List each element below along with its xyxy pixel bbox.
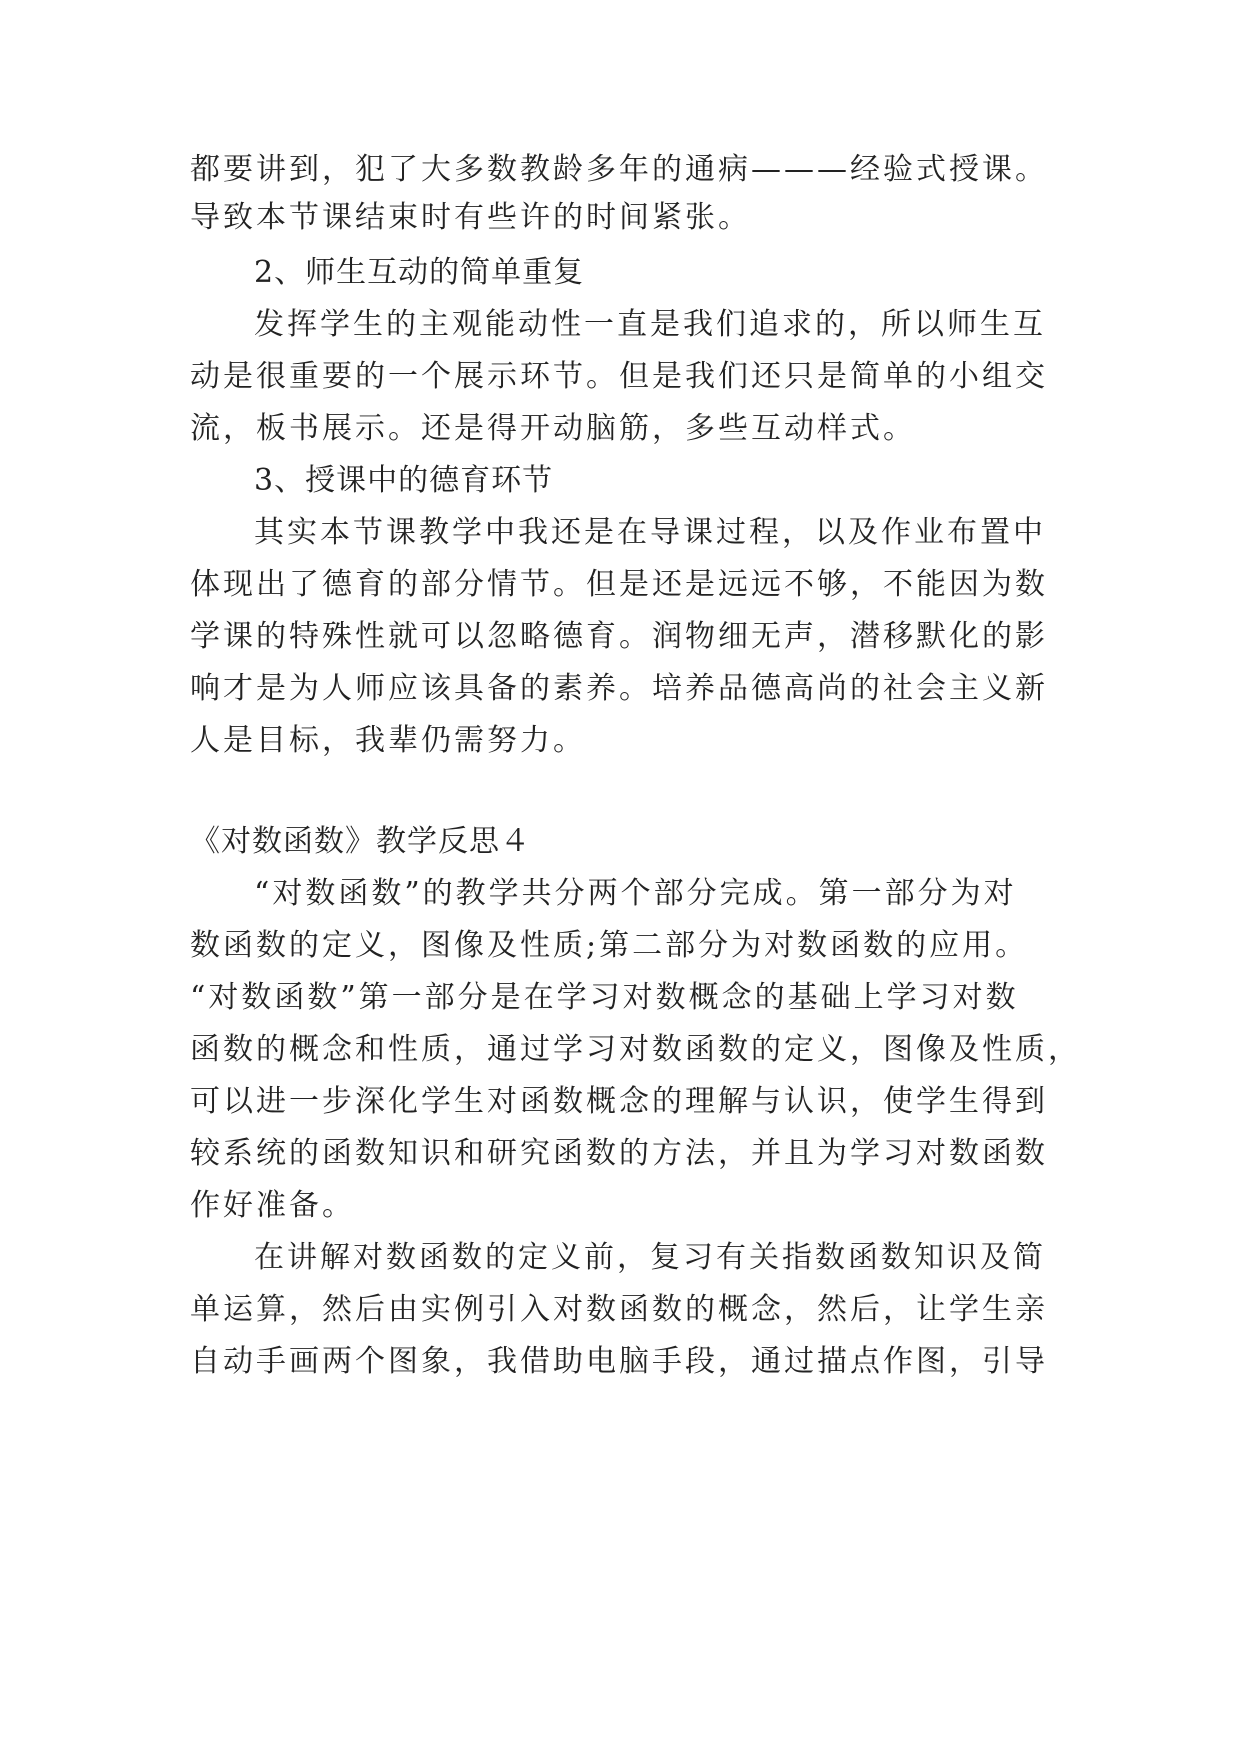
text-line: 单运算，然后由实例引入对数函数的概念，然后，让学生亲: [190, 1292, 1048, 1327]
text-line: 数函数的定义，图像及性质;第二部分为对数函数的应用。: [190, 928, 1029, 963]
text-line: 发挥学生的主观能动性一直是我们追求的，所以师生互: [254, 307, 1046, 342]
text-line: 其实本节课教学中我还是在导课过程，以及作业布置中: [254, 515, 1046, 550]
text-line: 在讲解对数函数的定义前，复习有关指数函数知识及简: [254, 1240, 1046, 1275]
text-line: 体现出了德育的部分情节。但是还是远远不够，不能因为数: [190, 567, 1048, 602]
text-line: 响才是为人师应该具备的素养。培养品德高尚的社会主义新: [190, 671, 1048, 706]
text-line: “对数函数”的教学共分两个部分完成。第一部分为对: [254, 876, 1017, 911]
article-title: 《对数函数》教学反思４: [190, 824, 531, 859]
text-line: 函数的概念和性质，通过学习对数函数的定义，图像及性质，: [190, 1032, 1081, 1067]
text-line: 流，板书展示。还是得开动脑筋，多些互动样式。: [190, 411, 916, 446]
text-line: 人是目标，我辈仍需努力。: [190, 723, 586, 758]
section-heading-3: 3、授课中的德育环节: [254, 463, 554, 498]
text-line: 动是很重要的一个展示环节。但是我们还只是简单的小组交: [190, 359, 1048, 394]
text-line: 作好准备。: [190, 1188, 355, 1223]
text-line: 导致本节课结束时有些许的时间紧张。: [190, 200, 751, 235]
text-line: 较系统的函数知识和研究函数的方法，并且为学习对数函数: [190, 1136, 1048, 1171]
text-line: 自动手画两个图象，我借助电脑手段，通过描点作图，引导: [190, 1344, 1048, 1379]
text-line: 都要讲到，犯了大多数教龄多年的通病———经验式授课。: [190, 152, 1048, 187]
section-heading-2: 2、师生互动的简单重复: [254, 255, 585, 290]
text-line: 可以进一步深化学生对函数概念的理解与认识，使学生得到: [190, 1084, 1048, 1119]
text-line: “对数函数”第一部分是在学习对数概念的基础上学习对数: [190, 980, 1019, 1015]
text-line: 学课的特殊性就可以忽略德育。润物细无声，潜移默化的影: [190, 619, 1048, 654]
